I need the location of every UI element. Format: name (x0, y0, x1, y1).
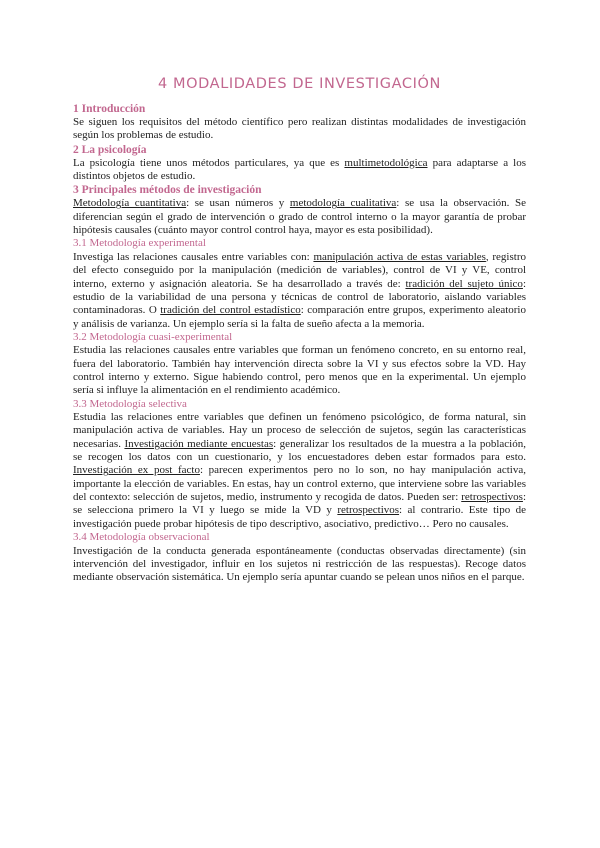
subsection-text-selectiva (73, 411, 526, 531)
text-run: : generalizar los resultados de la muestra a la población, se recogen los datos con un cuestionario, y los encuestadores deben estar formados para esto. (73, 437, 526, 464)
document-page (73, 76, 526, 585)
section-text-metodos (73, 197, 526, 237)
underlined-term: multimetodológica (344, 156, 428, 169)
subsection-heading-experimental: 3.1 Metodología experimental (73, 237, 206, 250)
text-run: , registro del efecto conseguido por la manipulación (medición de variables), control de VI y VE, control interno, externo y asignación aleatoria. Se ha desarrollado a través de: (73, 250, 526, 290)
underlined-term: metodología cualitativa (289, 197, 397, 210)
text-run: Investiga las relaciones causales entre variables con: (73, 250, 314, 263)
subsection-text-observacional: Investigación de la conducta generada espontáneamente (conductas observadas directamente) (sin intervención del investigador, influir en los sujetos ni restricción de las respuestas). Recoge datos mediante observación sistemática. Un ejemplo sería apuntar cuando se pelean unos niños en el parque. (73, 544, 526, 584)
page-title: 4 MODALIDADES DE INVESTIGACIÓN (158, 76, 441, 92)
subsection-heading-cuasi-experimental: 3.2 Metodología cuasi-experimental (73, 330, 233, 343)
underlined-term: Investigación ex post facto (73, 464, 200, 477)
section-heading-psicologia: 2 La psicología (73, 143, 147, 156)
text-run: para adaptarse a los distintos objetos de estudio. (73, 156, 526, 183)
subsection-text-cuasi-experimental: Estudia las relaciones causales entre variables que forman un fenómeno concreto, en su entorno real, fuera del laboratorio. También hay intervención directa sobre la VI y sus efectos sobre la VD. Hay control interno y externo. Sigue habiendo control, pero menos que en la experimental. Un ejemplo sería si influye la alimentación en el rendimiento académico. (73, 344, 526, 397)
section-text-introduccion: Se siguen los requisitos del método científico pero realizan distintas modalidades de investigación según los problemas de estudio. (73, 116, 526, 142)
text-run: : estudio de la variabilidad de una persona y técnicas de control de laboratorio, aislando variables contaminadoras. O (73, 277, 526, 317)
text-run: : se selecciona primero la VI y luego se mide la VD y (73, 491, 526, 517)
text-run: : comparación entre grupos, experimento aleatorio y análisis de varianza. Un ejemplo sería si la falta de sueño afecta a la memoria. (73, 304, 526, 330)
subsection-heading-observacional: 3.4 Metodología observacional (73, 531, 210, 544)
section-heading-introduccion: 1 Introducción (73, 103, 146, 115)
underlined-term: manipulación activa de estas variables (313, 250, 486, 263)
text-run: : al contrario. Este tipo de investigación puede probar hipótesis de tipo descriptivo, asociativo, predictivo… Pero no causales. (73, 504, 527, 530)
underlined-term: retrospectivos (337, 504, 400, 517)
section-text-psicologia (73, 157, 526, 184)
text-run: La psicología tiene unos métodos particulares, ya que es (73, 156, 345, 169)
underlined-term: Metodología cuantitativa (73, 197, 187, 210)
subsection-text-experimental (73, 251, 526, 331)
underlined-term: tradición del sujeto único (405, 277, 523, 290)
underlined-term: tradición del control estadístico (160, 304, 301, 317)
underlined-term: retrospectivos (461, 491, 523, 504)
text-run: : se usan números y (186, 197, 290, 210)
text-run: : parecen experimentos pero no lo son, no hay manipulación activa, importante la elección de variables. En estas, hay un control externo, que interviene sobre las variables del contexto: selección de sujetos, medio, instrumento y recogida de datos. Pueden ser: (73, 464, 526, 504)
subsection-heading-selectiva: 3.3 Metodología selectiva (73, 397, 187, 410)
text-run: Estudia las relaciones entre variables que definen un fenómeno psicológico, de forma natural, sin manipulación activa de variables. Hay un proceso de selección de sujetos, según las características necesarias. (73, 411, 526, 450)
section-heading-metodos: 3 Principales métodos de investigación (73, 184, 262, 197)
underlined-term: Investigación mediante encuestas (124, 437, 274, 450)
text-run: : se usa la observación. Se diferencian según el grado de intervención o grado de control interno o la mayor garantía de probar hipótesis causales (cuánto mayor control control haya, mayor es esta posibilidad). (73, 197, 527, 237)
